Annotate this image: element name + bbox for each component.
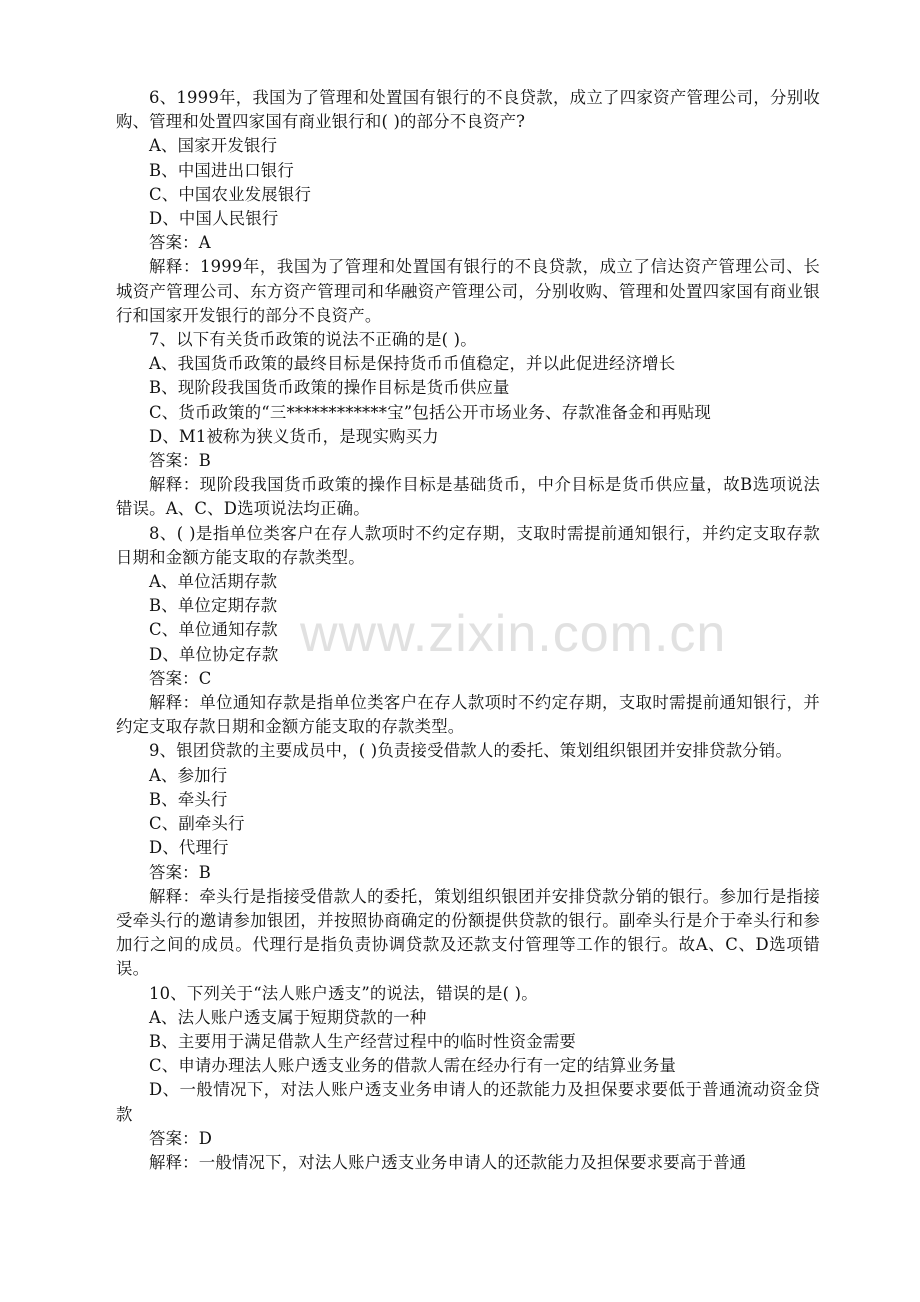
option-d: D、M1被称为狭义货币，是现实购买力 — [149, 426, 439, 446]
option-c: C、货币政策的“三************宝”包括公开市场业务、存款准备金和再贴现 — [149, 402, 711, 422]
explanation: 解释：牵头行是指接受借款人的委托，策划组织银团并安排贷款分销的银行。参加行是指接受牵头行的邀请参加银团，并按照协商确定的份额提供贷款的银行。副牵头行是介于牵头行和参加行之间的成员。代理行是指负责协调贷款及还款支付管理等工作的银行。故A、C、D选项错误。 — [116, 886, 820, 979]
document-body — [116, 86, 820, 1175]
explanation: 解释：1999年，我国为了管理和处置国有银行的不良贷款，成立了信达资产管理公司、长城资产管理公司、东方资产管理司和华融资产管理公司，分别收购、管理和处置四家国有商业银行和国家开发银行的部分不良资产。 — [116, 257, 820, 325]
option-a: A、单位活期存款 — [149, 572, 278, 592]
question-block-6 — [116, 86, 820, 328]
option-a: A、我国货币政策的最终目标是保持货币币值稳定，并以此促进经济增长 — [149, 354, 676, 374]
option-d: D、单位协定存款 — [149, 644, 279, 664]
option-b: B、单位定期存款 — [149, 596, 278, 616]
option-b: B、主要用于满足借款人生产经营过程中的临时性资金需要 — [149, 1031, 577, 1051]
option-a: A、参加行 — [149, 765, 228, 785]
option-c: C、单位通知存款 — [149, 620, 278, 640]
answer: 答案：D — [149, 1128, 213, 1148]
option-b: B、现阶段我国货币政策的操作目标是货币供应量 — [149, 378, 510, 398]
question-text: 7、以下有关货币政策的说法不正确的是( )。 — [149, 330, 477, 350]
answer: 答案：C — [149, 668, 212, 688]
answer: 答案：B — [149, 862, 212, 882]
question-text: 6、1999年，我国为了管理和处置国有银行的不良贷款，成立了四家资产管理公司，分别收购、管理和处置四家国有商业银行和( )的部分不良资产? — [116, 88, 820, 132]
option-d: D、中国人民银行 — [149, 209, 279, 229]
option-b: B、中国进出口银行 — [149, 160, 294, 180]
option-c: C、申请办理法人账户透支业务的借款人需在经办行有一定的结算业务量 — [149, 1056, 677, 1076]
explanation: 解释：单位通知存款是指单位类客户在存人款项时不约定存期，支取时需提前通知银行，并约定支取存款日期和金额方能支取的存款类型。 — [116, 693, 820, 737]
question-block-10 — [116, 982, 820, 1176]
question-block-9 — [116, 739, 820, 981]
explanation: 解释：一般情况下，对法人账户透支业务申请人的还款能力及担保要求要高于普通 — [149, 1152, 747, 1172]
question-block-8 — [116, 522, 820, 740]
question-text: 9、银团贷款的主要成员中，( )负责接受借款人的委托、策划组织银团并安排贷款分销。 — [149, 741, 793, 761]
option-b: B、牵头行 — [149, 789, 228, 809]
option-d: D、一般情况下，对法人账户透支业务申请人的还款能力及担保要求要低于普通流动资金贷款 — [116, 1080, 820, 1124]
answer: 答案：B — [149, 451, 212, 471]
option-c: C、中国农业发展银行 — [149, 184, 312, 204]
explanation: 解释：现阶段我国货币政策的操作目标是基础货币，中介目标是货币供应量，故B选项说法错误。A、C、D选项说法均正确。 — [116, 475, 820, 519]
question-text: 8、( )是指单位类客户在存人款项时不约定存期，支取时需提前通知银行，并约定支取存款日期和金额方能支取的存款类型。 — [116, 523, 820, 567]
watermark: www.zixin.com.cn — [300, 605, 727, 663]
answer: 答案：A — [149, 233, 211, 253]
option-a: A、国家开发银行 — [149, 136, 278, 156]
option-a: A、法人账户透支属于短期贷款的一种 — [149, 1007, 427, 1027]
option-c: C、副牵头行 — [149, 814, 245, 834]
question-block-7 — [116, 328, 820, 522]
option-d: D、代理行 — [149, 838, 229, 858]
question-text: 10、下列关于“法人账户透支”的说法，错误的是( )。 — [149, 983, 538, 1003]
